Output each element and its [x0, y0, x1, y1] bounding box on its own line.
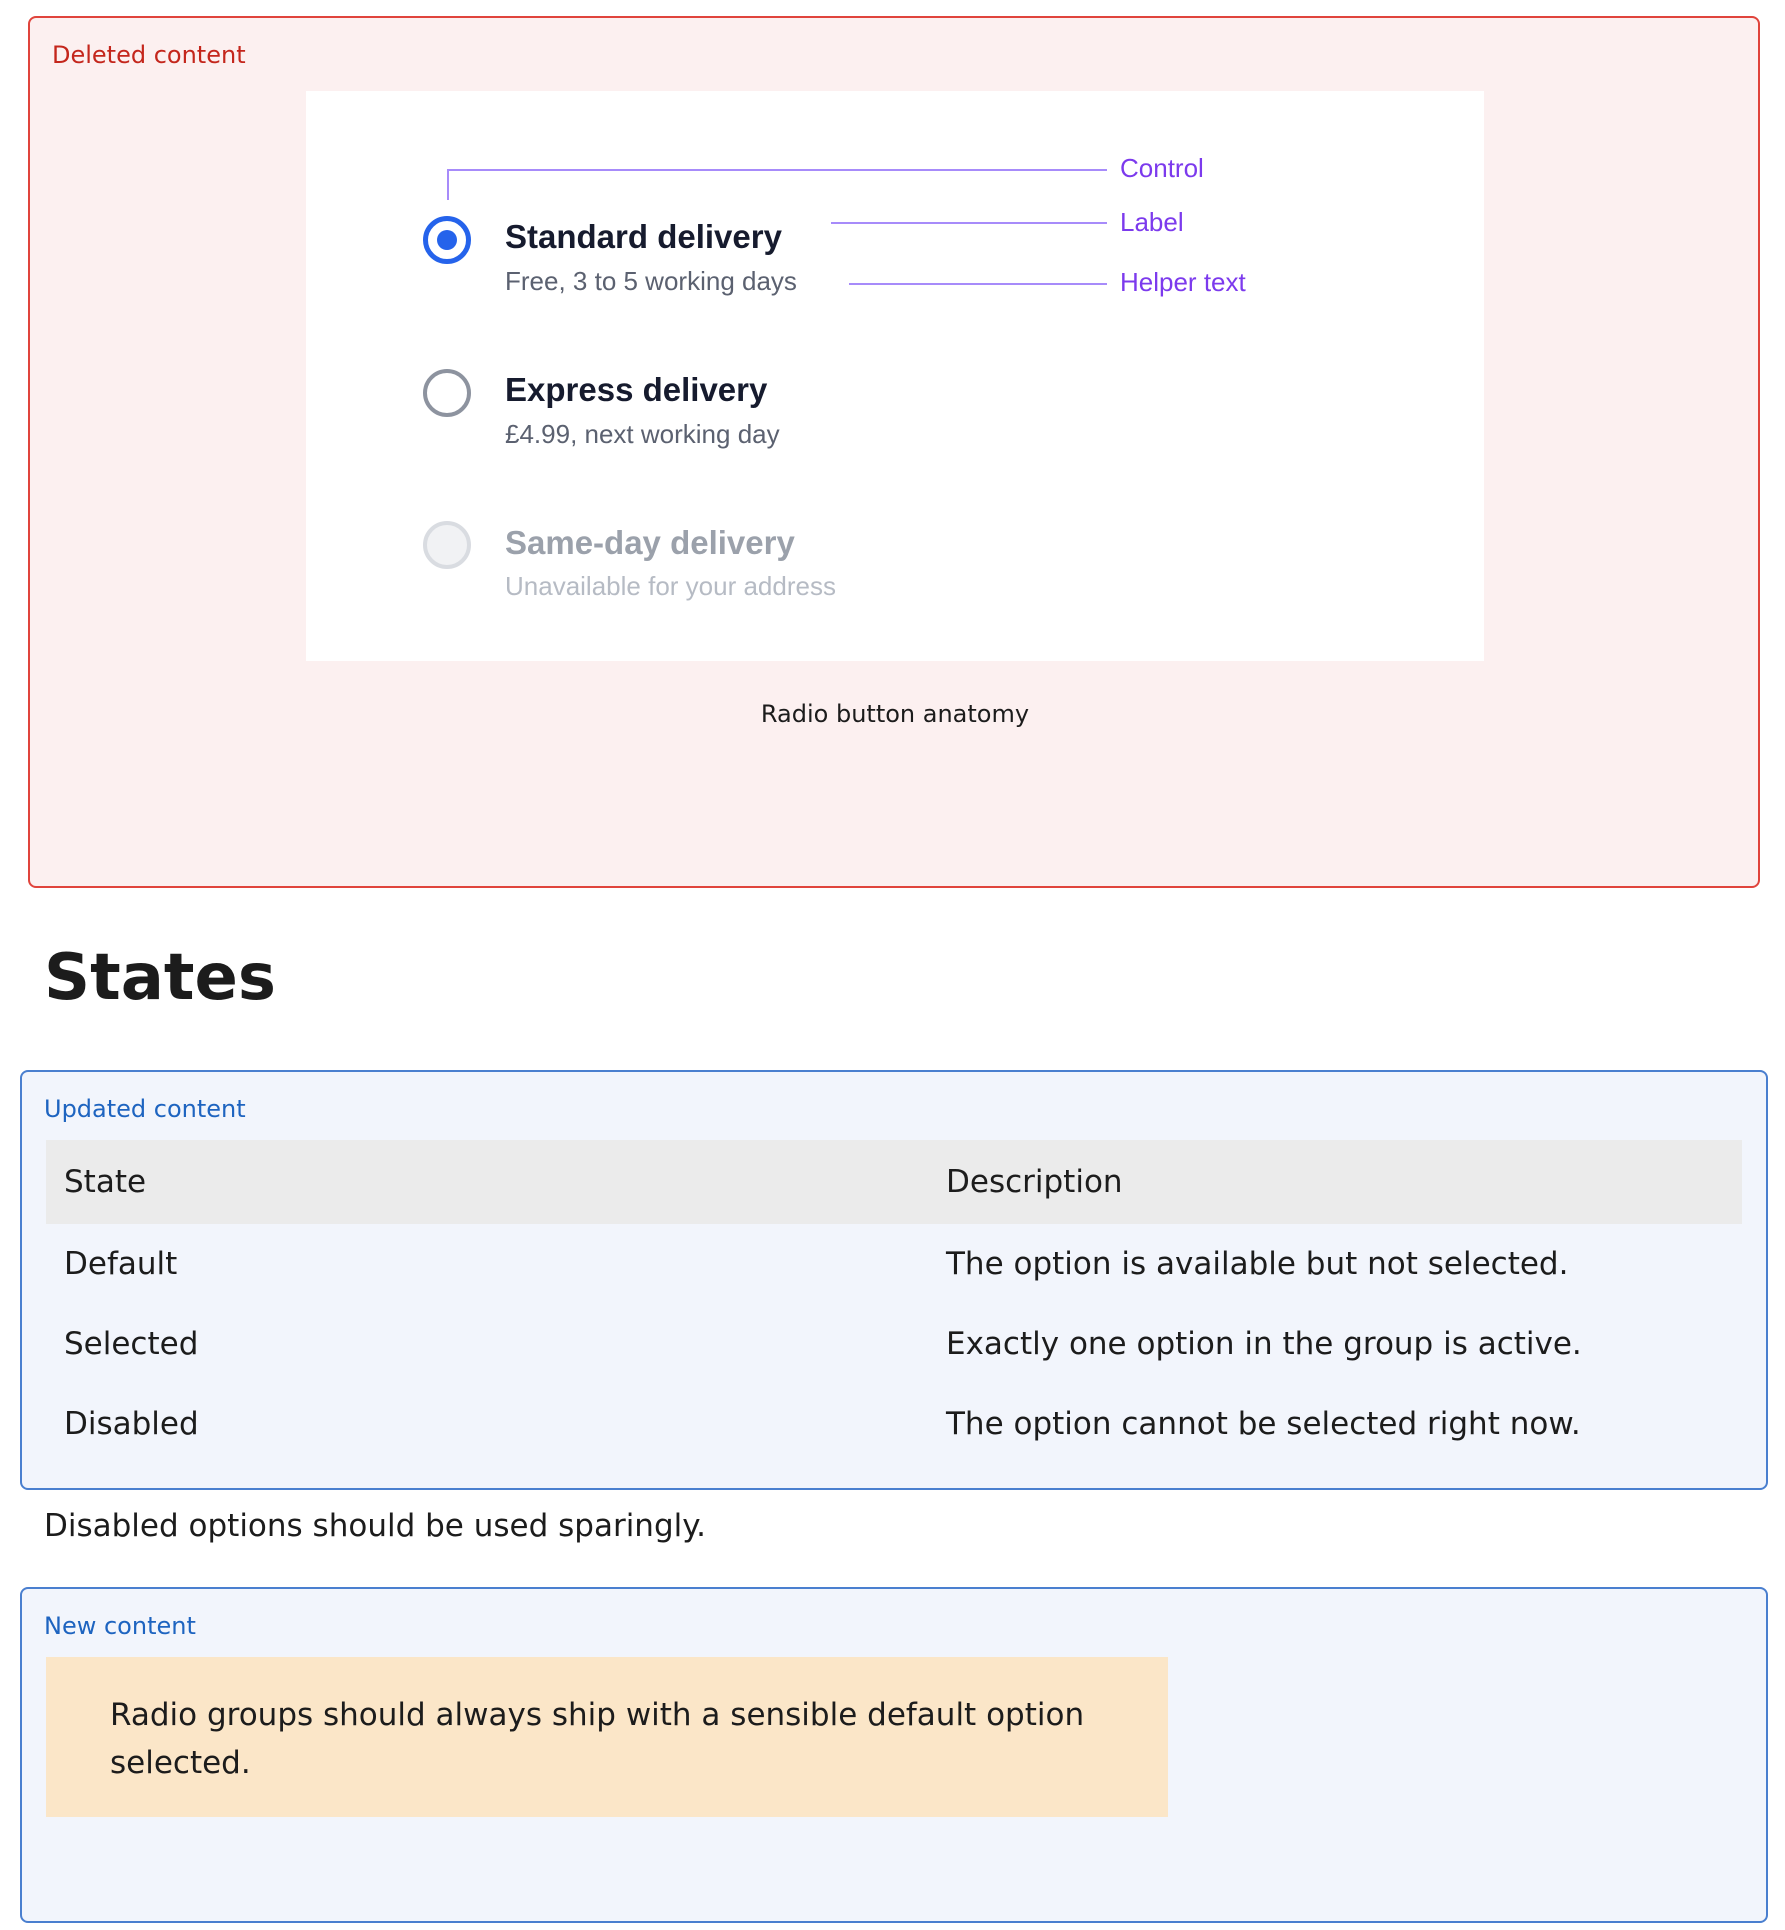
control-callout-label: Control: [1120, 153, 1204, 183]
label-callout-label: Label: [1120, 207, 1184, 237]
radio-selected-dot: [437, 230, 457, 250]
description-cell: The option cannot be selected right now.: [946, 1406, 1581, 1442]
new-content-panel: [20, 1587, 1768, 1923]
states-table: [46, 1140, 1742, 1464]
option-label-standard: Standard delivery: [505, 218, 782, 255]
updated-content-panel: [20, 1070, 1768, 1490]
column-header-description: Description: [928, 1140, 1742, 1224]
table-row: [46, 1304, 1742, 1384]
section-heading-states: States: [44, 941, 276, 1015]
table-row: [46, 1224, 1742, 1304]
state-cell: Selected: [64, 1326, 199, 1362]
label-callout-line: [831, 222, 1107, 224]
disabled-options-note: Disabled options should be used sparingly.: [44, 1508, 707, 1544]
helper-callout-line: [849, 283, 1107, 285]
table-row: [46, 1384, 1742, 1464]
column-header-state: State: [46, 1140, 928, 1224]
radio-standard-delivery[interactable]: [423, 216, 471, 264]
radio-anatomy-figure: [306, 91, 1484, 661]
description-cell: The option is available but not selected.: [946, 1246, 1569, 1282]
option-helper-express: £4.99, next working day: [505, 419, 780, 449]
option-label-same-day: Same-day delivery: [505, 524, 795, 561]
panel-tag-updated: Updated content: [44, 1095, 246, 1123]
helper-callout-label: Helper text: [1120, 267, 1246, 297]
panel-tag-deleted: Deleted content: [52, 41, 246, 69]
figure-caption: Radio button anatomy: [760, 700, 1030, 728]
radio-same-day-delivery: [423, 521, 471, 569]
state-cell: Default: [64, 1246, 178, 1282]
table-header-row: [46, 1140, 1742, 1224]
deleted-content-panel: [28, 16, 1760, 888]
option-helper-standard: Free, 3 to 5 working days: [505, 266, 797, 296]
control-callout-line-horizontal: [447, 169, 1107, 171]
description-cell: Exactly one option in the group is active.: [946, 1326, 1582, 1362]
option-helper-same-day: Unavailable for your address: [505, 571, 836, 601]
state-cell: Disabled: [64, 1406, 199, 1442]
panel-tag-new: New content: [44, 1612, 196, 1640]
default-option-callout: Radio groups should always ship with a sensible default option selected.: [46, 1657, 1168, 1817]
option-label-express: Express delivery: [505, 371, 768, 408]
radio-express-delivery[interactable]: [423, 369, 471, 417]
control-callout-line: [447, 169, 449, 200]
